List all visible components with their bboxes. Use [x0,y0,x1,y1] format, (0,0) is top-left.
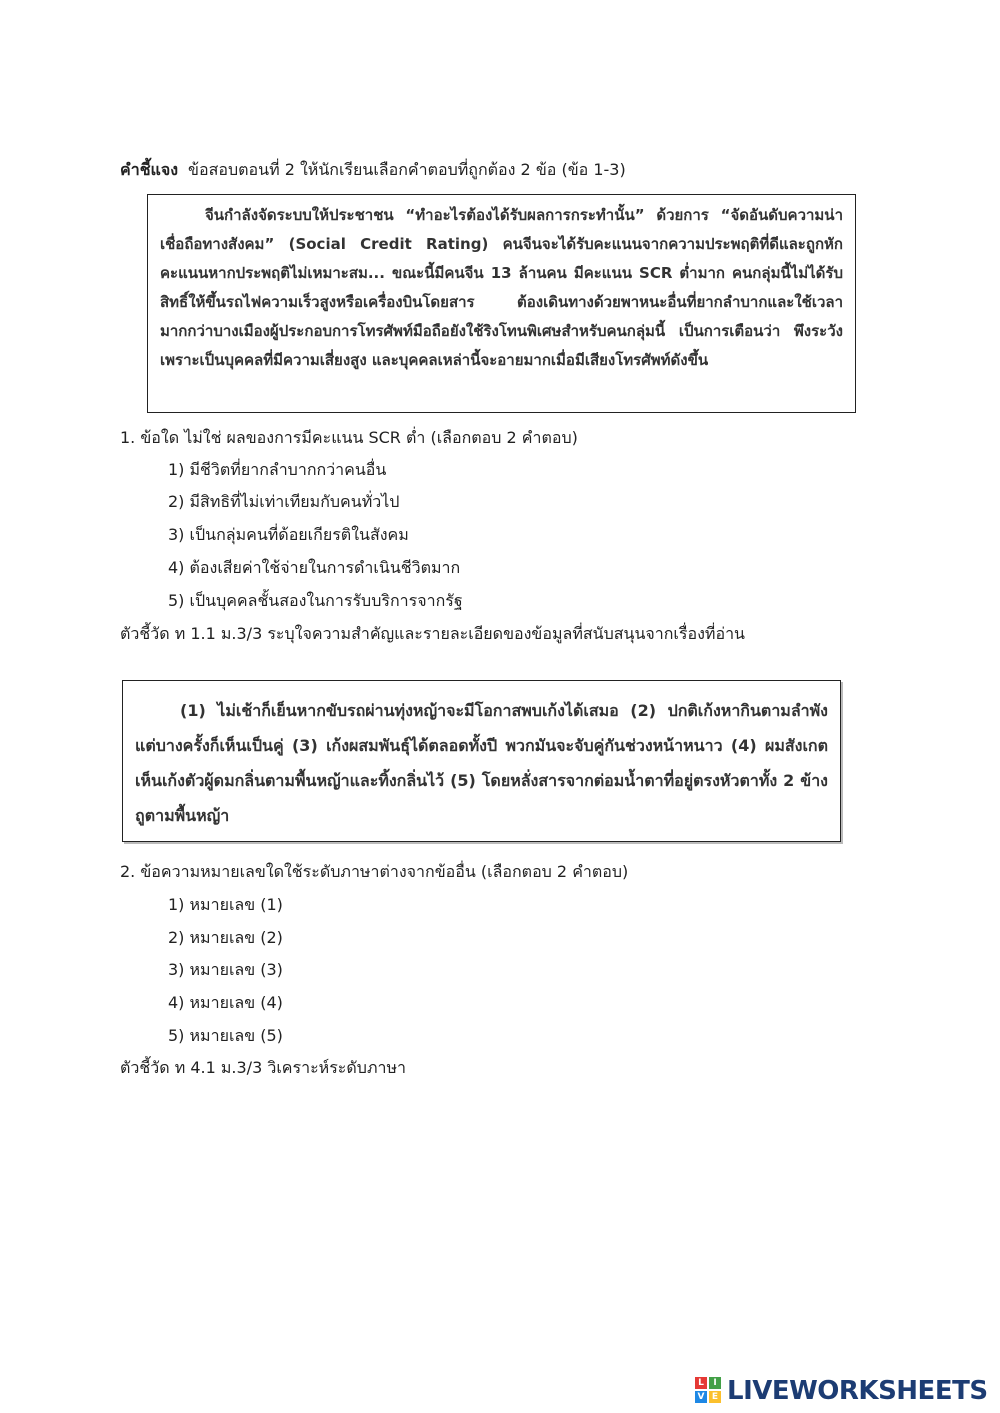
logo-letter: E [709,1391,721,1403]
brand-footer [695,1376,988,1406]
question-1-option[interactable]: 5) เป็นบุคคลชั้นสองในการรับบริการจากรัฐ [168,591,463,610]
question-2: 2. ข้อความหมายเลขใดใช้ระดับภาษาต่างจากข้ออื่น (เลือกตอบ 2 คำตอบ) [120,862,629,881]
logo-letter: L [695,1377,707,1389]
question-1-option[interactable]: 3) เป็นกลุ่มคนที่ด้อยเกียรติในสังคม [168,525,409,544]
question-2-option[interactable]: 2) หมายเลข (2) [168,928,283,947]
instruction [120,158,626,183]
logo-letter: V [695,1391,707,1403]
brand-name: LIVEWORKSHEETS [727,1376,988,1406]
question-2-option[interactable]: 4) หมายเลข (4) [168,993,283,1012]
question-2-option[interactable]: 3) หมายเลข (3) [168,960,283,979]
instruction-label: คำชี้แจง [120,160,179,179]
question-2-option[interactable]: 5) หมายเลข (5) [168,1026,283,1045]
passage-box-1 [147,194,856,413]
question-1-option[interactable]: 1) มีชีวิตที่ยากลำบากกว่าคนอื่น [168,460,387,479]
question-1-indicator: ตัวชี้วัด ท 1.1 ม.3/3 ระบุใจความสำคัญและรายละเอียดของข้อมูลที่สนับสนุนจากเรื่องที่อ่าน [120,624,745,643]
passage-2-text: (1) ไม่เช้าก็เย็นหากขับรถผ่านทุ่งหญ้าจะมีโอกาสพบเก้งได้เสมอ (2) ปกติเก้งหากินตามลำพังแต่บางครั้งก็เห็นเป็นคู่ (3) เก้งผสมพันธุ์ได้ตลอดทั้งปี พวกมันจะจับคู่กันช่วงหน้าหนาว (4) ผมสังเกตเห็นเก้งตัวผู้ดมกลิ่นตามพื้นหญ้าและทิ้งกลิ่นไว้ (5) โดยหลั่งสารจากต่อมน้ำตาที่อยู่ตรงหัวตาทั้ง 2 ข้าง ถูตามพื้นหญ้า [135,701,828,825]
instruction-text: ข้อสอบตอนที่ 2 ให้นักเรียนเลือกคำตอบที่ถูกต้อง 2 ข้อ (ข้อ 1-3) [188,160,626,179]
question-1: 1. ข้อใด ไม่ใช่ ผลของการมีคะแนน SCR ต่ำ (เลือกตอบ 2 คำตอบ) [120,428,578,447]
question-2-indicator: ตัวชี้วัด ท 4.1 ม.3/3 วิเคราะห์ระดับภาษา [120,1058,406,1077]
passage-box-2 [122,680,841,842]
logo-letter: I [709,1377,721,1389]
liveworksheets-logo-icon [695,1377,723,1405]
passage-1-text: จีนกำลังจัดระบบให้ประชาชน “ทำอะไรต้องได้รับผลการกระทำนั้น” ด้วยการ “จัดอันดับความน่าเชื่อถือทางสังคม” (Social Credit Rating) คนจีนจะได้รับคะแนนจากความประพฤติที่ดีและถูกหักคะแนนหากประพฤติไม่เหมาะสม... ขณะนี้มีคนจีน 13 ล้านคน มีคะแนน SCR ต่ำมาก คนกลุ่มนี้ไม่ได้รับสิทธิ์ให้ขึ้นรถไฟความเร็วสูงหรือเครื่องบินโดยสาร ต้องเดินทางด้วยพาหนะอื่นที่ยากลำบากและใช้เวลามากกว่าบางเมืองผู้ประกอบการโทรศัพท์มือถือยังใช้ริงโทนพิเศษสำหรับคนกลุ่มนี้ เป็นการเตือนว่า พึงระวังเพราะเป็นบุคคลที่มีความเสี่ยงสูง และบุคคลเหล่านี้จะอายมากเมื่อมีเสียงโทรศัพท์ดังขึ้น [160,206,843,369]
question-1-option[interactable]: 2) มีสิทธิที่ไม่เท่าเทียมกับคนทั่วไป [168,492,400,511]
question-2-option[interactable]: 1) หมายเลข (1) [168,895,283,914]
question-1-option[interactable]: 4) ต้องเสียค่าใช้จ่ายในการดำเนินชีวิตมาก [168,558,461,577]
